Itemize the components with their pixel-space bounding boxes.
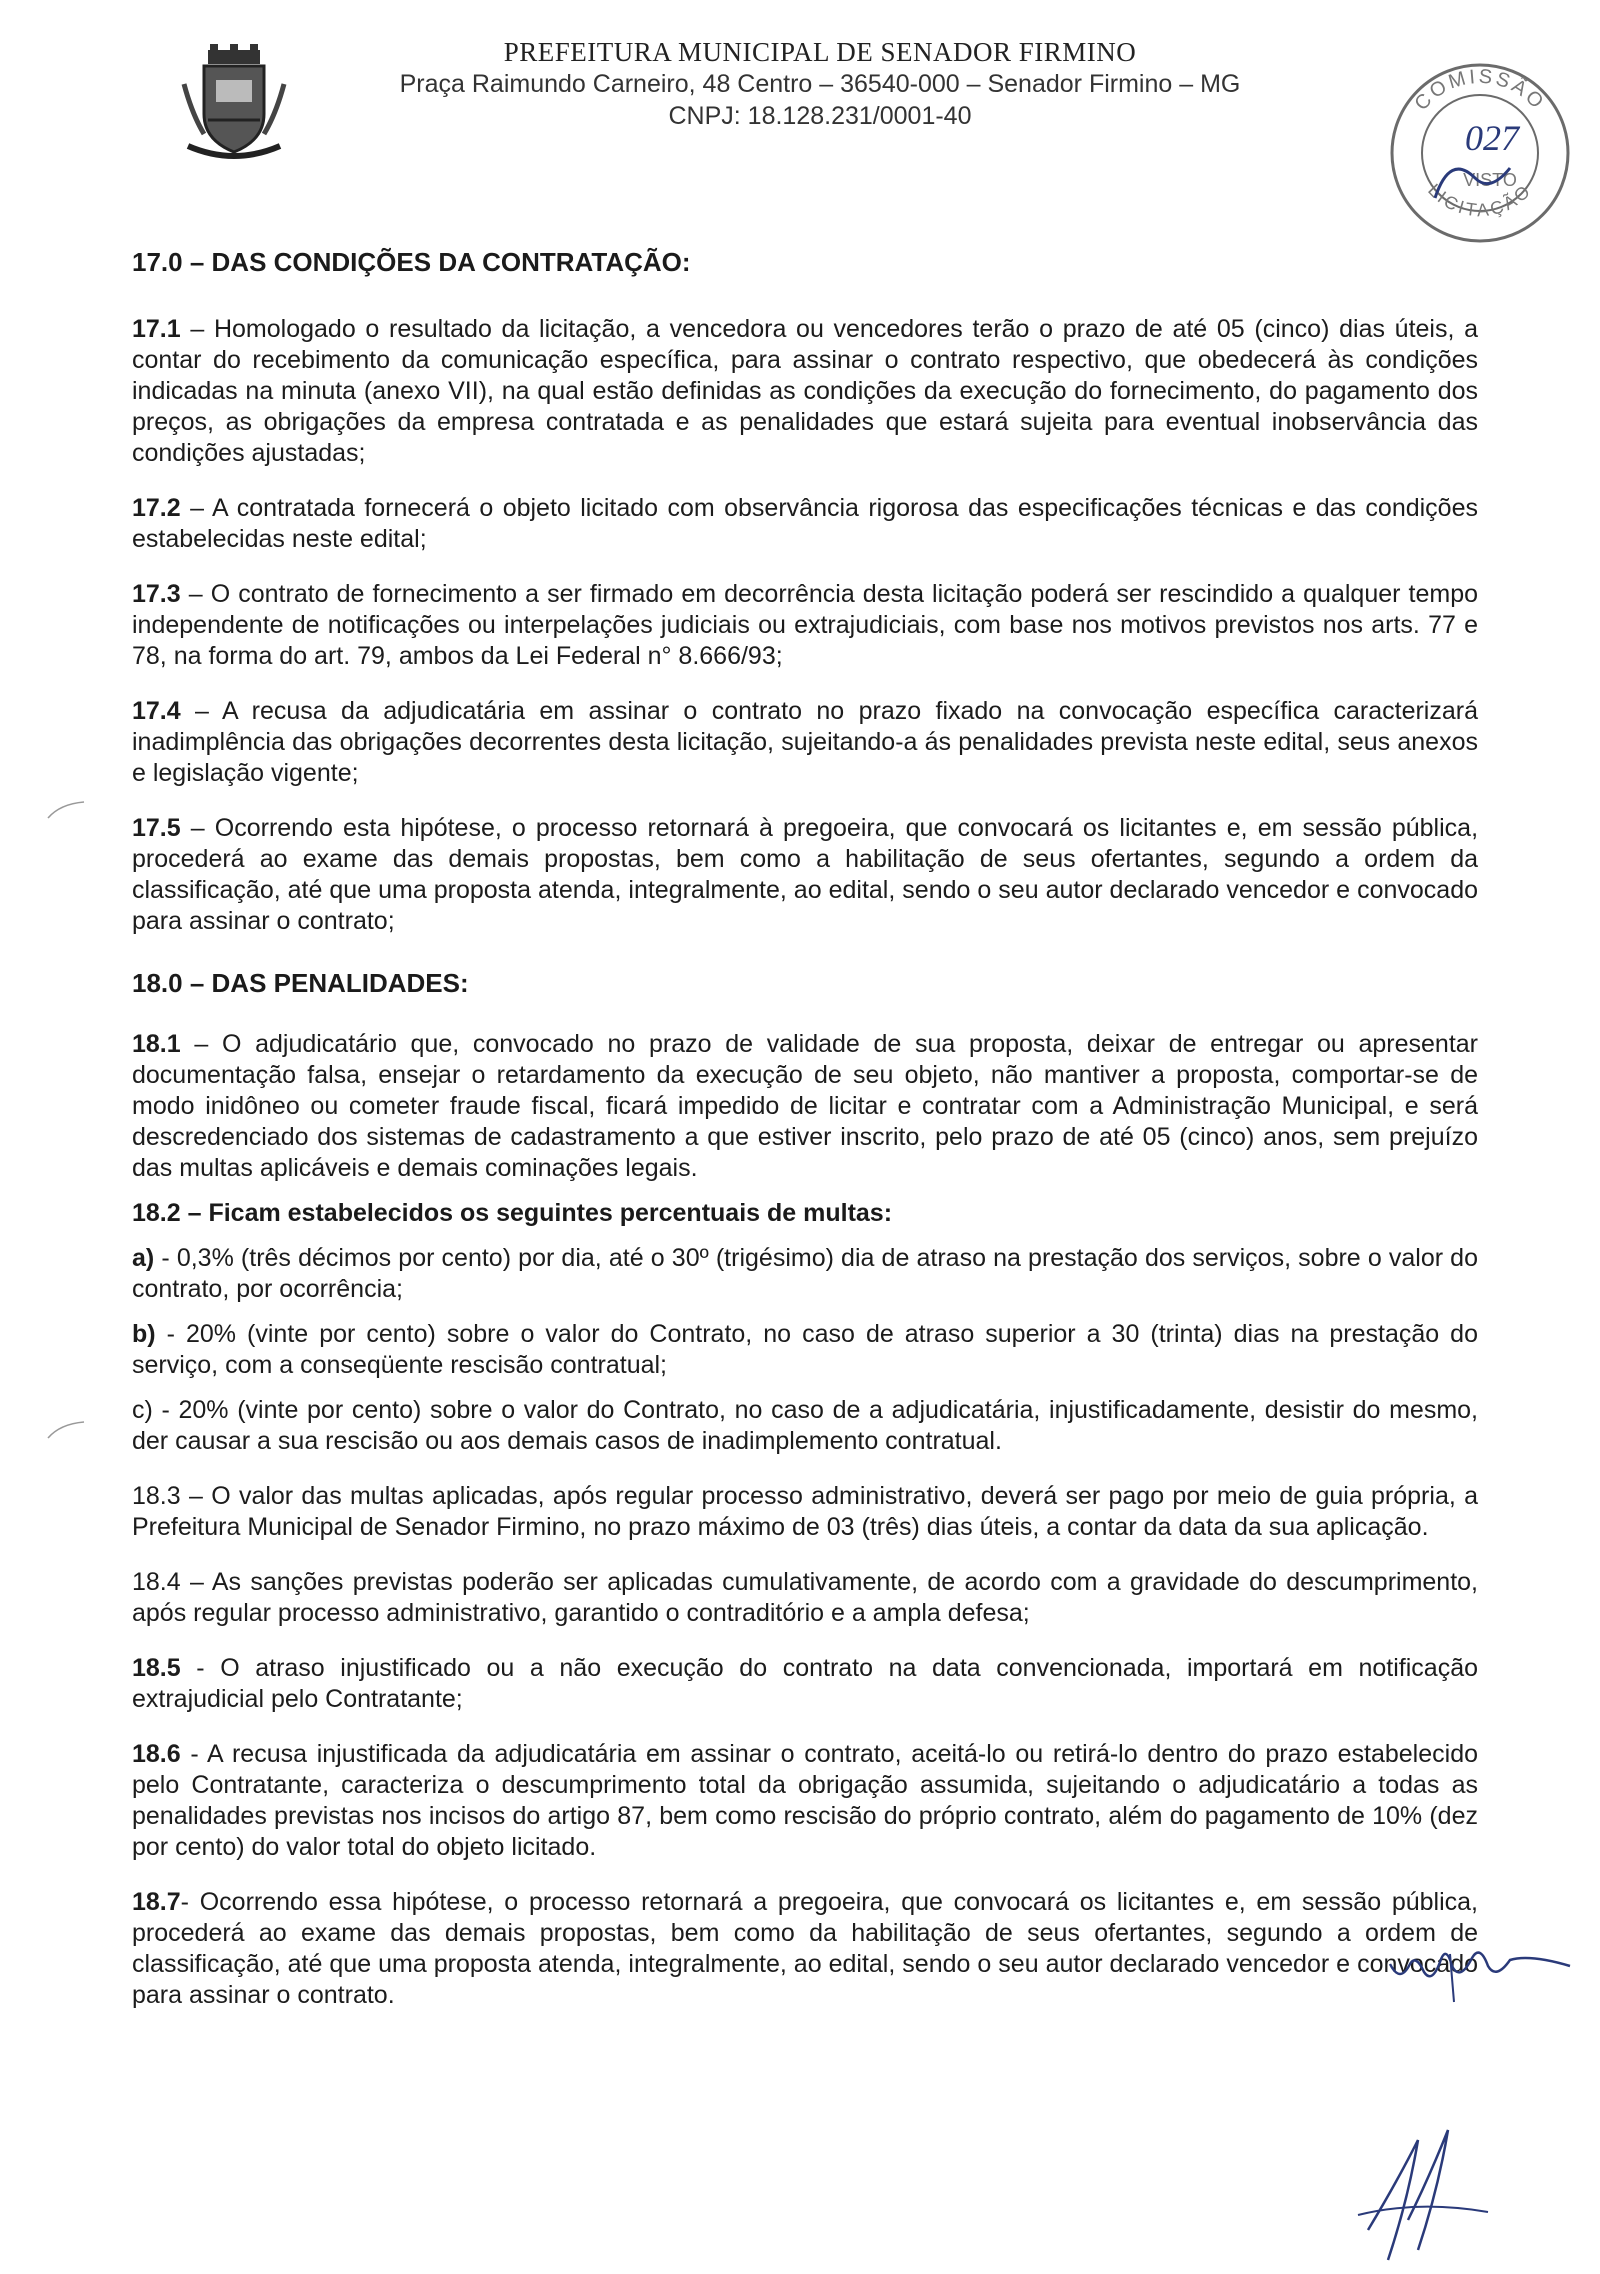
section-18-heading: 18.0 – DAS PENALIDADES: xyxy=(132,968,469,998)
fine-item-a: a) - 0,3% (três décimos por cento) por dia, até o 30º (trigésimo) dia de atraso na prestação dos serviços, sobre o valor do contrato, por ocorrência; xyxy=(132,1244,1478,1303)
fine-item-c: c) - 20% (vinte por cento) sobre o valor do Contrato, no caso de a adjudicatária, injustificadamente, desistir do mesmo, der causar a sua rescisão ou aos demais casos de inadimplemento contratual. xyxy=(132,1396,1478,1455)
clause-18-7: 18.7- Ocorrendo essa hipótese, o processo retornará a pregoeira, que convocará os licitantes e, em sessão pública, procederá ao exame das demais propostas, bem como da habilitação de seus ofertantes, segundo a ordem de classificação, até que uma proposta atenda, integralmente, ao edital, sendo o seu autor declarado vencedor e convocado para assinar o contrato. xyxy=(132,1888,1478,2009)
letterhead xyxy=(300,36,1340,132)
stamp-top-text: COMISSÃO xyxy=(1410,65,1550,115)
clause-17-4: 17.4 – A recusa da adjudicatária em assinar o contrato no prazo fixado na convocação específica caracterizará inadimplência das obrigações decorrentes desta licitação, sujeitando-a ás penalidades prevista neste edital, seus anexos e legislação vigente; xyxy=(132,697,1478,787)
margin-mark xyxy=(46,800,86,820)
municipal-coat-of-arms-icon xyxy=(178,44,290,164)
clause-18-2-heading: 18.2 – Ficam estabelecidos os seguintes percentuais de multas: xyxy=(132,1199,893,1227)
organization-name: PREFEITURA MUNICIPAL DE SENADOR FIRMINO xyxy=(503,37,1137,67)
clause-17-1: 17.1 – Homologado o resultado da licitação, a vencedora ou vencedores terão o prazo de até 05 (cinco) dias úteis, a contar do recebimento da comunicação específica, para assinar o contrato respectivo, que obedecerá às condições indicadas na minuta (anexo VII), na qual estão definidas as condições da execução do fornecimento, do pagamento dos preços, as obrigações da empresa contratada e as penalidades que estará sujeita para eventual inobservância das condições ajustadas; xyxy=(132,315,1479,467)
clause-18-1: 18.1 – O adjudicatário que, convocado no prazo de validade de sua proposta, deixar de entregar ou apresentar documentação falsa, ensejar o retardamento da execução de seu objeto, não mantiver a proposta, comportar-se de modo inidôneo ou cometer fraude fiscal, ficará impedido de licitar e contratar com a Administração Municipal, e será descredenciado dos sistemas de cadastramento a que estiver inscrito, pelo prazo de até 05 (cinco) anos, sem prejuízo das multas aplicáveis e demais cominações legais. xyxy=(132,1030,1478,1182)
clause-18-5: 18.5 - O atraso injustificado ou a não execução do contrato na data convencionada, importará em notificação extrajudicial pelo Contratante; xyxy=(132,1654,1478,1713)
clause-17-2: 17.2 – A contratada fornecerá o objeto licitado com observância rigorosa das especificações técnicas e das condições estabelecidas neste edital; xyxy=(132,494,1478,553)
clause-18-3: 18.3 – O valor das multas aplicadas, após regular processo administrativo, deverá ser pago por meio de guia própria, a Prefeitura Municipal de Senador Firmino, no prazo máximo de 03 (três) dias úteis, a contar da data da sua aplicação. xyxy=(132,1482,1478,1541)
stamp-page-number: 027 xyxy=(1465,118,1519,158)
clause-17-5: 17.5 – Ocorrendo esta hipótese, o processo retornará à pregoeira, que convocará os licitantes e, em sessão pública, procederá ao exame das demais propostas, bem como a habilitação de seus ofertantes, segundo a ordem da classificação, até que uma proposta atenda, integralmente, ao edital, sendo o seu autor declarado vencedor e convocado para assinar o contrato; xyxy=(132,814,1479,935)
stamp-bottom-text: LICITAÇÃO xyxy=(1424,179,1536,221)
document-body xyxy=(132,246,1478,2035)
clause-18-6: 18.6 - A recusa injustificada da adjudicatária em assinar o contrato, aceitá-lo ou retirá-lo dentro do prazo estabelecido pelo Contratante, caracteriza o descumprimento total da obrigação assumida, sujeitando o adjudicatário a todas as penalidades previstas nos incisos do artigo 87, bem como rescisão do próprio contrato, além do pagamento de 10% (dez por cento) do valor total do objeto licitado. xyxy=(132,1740,1478,1861)
fine-item-b: b) - 20% (vinte por cento) sobre o valor do Contrato, no caso de atraso superior a 30 (trinta) dias na prestação do serviço, com a conseqüente rescisão contratual; xyxy=(132,1320,1478,1379)
organization-address: Praça Raimundo Carneiro, 48 Centro – 36540-000 – Senador Firmino – MG xyxy=(399,70,1241,98)
section-17-heading: 17.0 – DAS CONDIÇÕES DA CONTRATAÇÃO: xyxy=(132,247,691,277)
commission-stamp-icon xyxy=(1380,58,1580,248)
organization-cnpj: CNPJ: 18.128.231/0001-40 xyxy=(668,102,972,130)
handwritten-signature-icon xyxy=(1348,2120,1498,2270)
clause-17-3: 17.3 – O contrato de fornecimento a ser firmado em decorrência desta licitação poderá ser rescindido a qualquer tempo independente de notificações ou interpelações judiciais ou extrajudiciais, com base nos motivos previstos nos arts. 77 e 78, na forma do art. 79, ambos da Lei Federal n° 8.666/93; xyxy=(132,580,1478,670)
handwritten-initials-icon xyxy=(1380,1914,1580,2004)
margin-mark xyxy=(46,1420,86,1440)
svg-text:COMISSÃO xyxy=(1411,66,1550,115)
stamp-center-text: VISTO xyxy=(1463,170,1517,190)
clause-18-4: 18.4 – As sanções previstas poderão ser aplicadas cumulativamente, de acordo com a gravidade do descumprimento, após regular processo administrativo, garantido o contraditório e a ampla defesa; xyxy=(132,1568,1478,1627)
